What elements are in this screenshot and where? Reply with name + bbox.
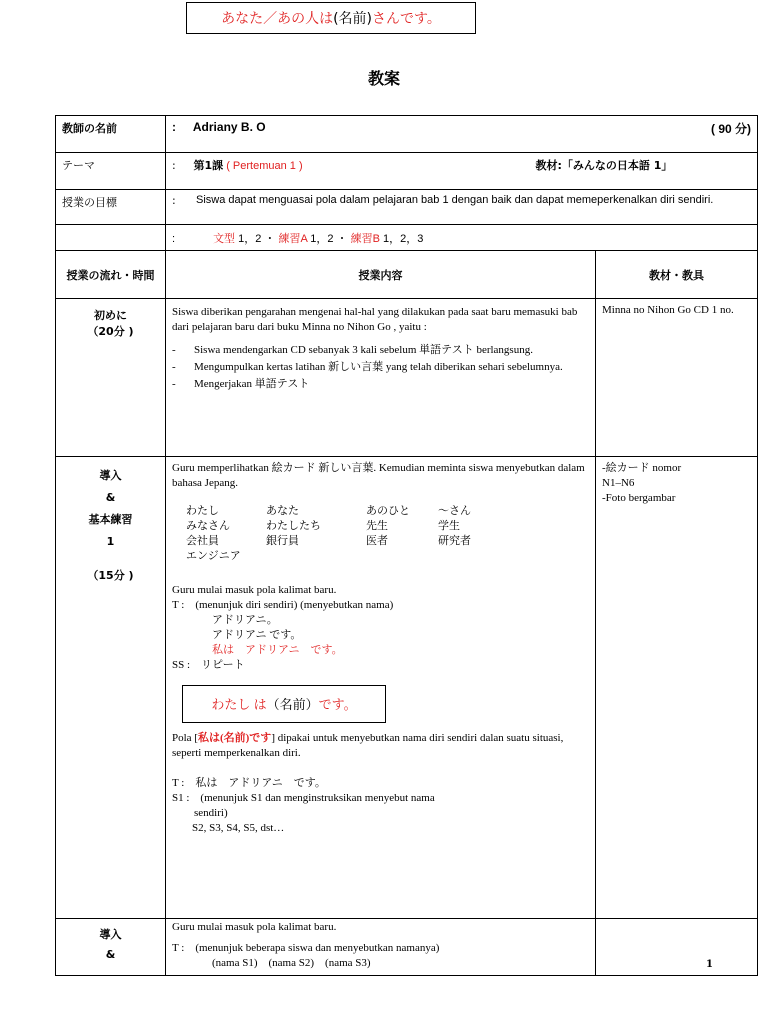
pattern-box-c: です。 (318, 696, 357, 712)
stage-opening-time: （20分 ) (87, 325, 134, 338)
bunkei-numbers: 1，2 ・ (235, 232, 279, 245)
practice-intro: Guru memperlihatkan 絵カード 新しい言葉. Kemudian meminta siswa menyebutkan dalam bahasa Jepang. (172, 462, 585, 489)
goal-colon: : (172, 194, 176, 207)
new-pattern-text: Guru mulai masuk pola kalimat baru. (172, 584, 337, 596)
materials-header: 教材・教具 (596, 251, 758, 299)
stage-time: （15分 ) (87, 569, 134, 582)
page-number: 1 (706, 959, 713, 970)
goal-label: 授業の目標 (56, 190, 166, 225)
teacher-name: Adriany B. O (192, 120, 266, 134)
opening-materials: Minna no Nihon Go CD 1 no. (596, 299, 758, 457)
teacher-line-3: アドリアニ です。 (212, 629, 302, 641)
flow-header: 授業の流れ・時間 (56, 251, 166, 299)
teacher-line: T : (menunjuk diri sendiri) (menyebutkan nama) (172, 599, 394, 611)
practice-materials-2: N1–N6 (602, 477, 635, 489)
student1-line: S1 : (menunjuk S1 dan menginstruksikan menyebut nama (172, 792, 435, 804)
teacher-colon: : (172, 120, 176, 134)
page-title: 教案 (367, 69, 400, 88)
pattern-explanation: Pola [私は(名前)です] dipakai untuk menyebutkan nama diri sendiri dalan suatu situasi, seperti memperkenalkan diri. (172, 732, 564, 759)
renshu-b-numbers: 1，2，3 (379, 232, 424, 245)
column-header-row (56, 251, 758, 299)
table-row: 会社員 銀行員 医者 研究者 (186, 534, 471, 547)
renshu-b-label: 練習B (350, 232, 380, 245)
content-header: 授業内容 (166, 251, 596, 299)
pattern-box-a: わたし は (211, 696, 267, 712)
lesson-duration: ( 90 分) (710, 122, 751, 136)
pattern-box-b: （名前） (266, 696, 319, 712)
lesson-number: 第1課 (193, 159, 224, 172)
teacher-line-5: T : 私は アドリアニ です。 (172, 777, 326, 789)
theme-row (56, 153, 758, 190)
row-opening (56, 299, 758, 457)
stage-number: 1 (106, 535, 115, 548)
stage-intro-2: 導入 (99, 928, 122, 941)
phrase-part1: あなた／あの人は (221, 11, 334, 27)
renshu-a-numbers: 1，2 ・ (307, 232, 351, 245)
opening-intro: Siswa diberikan pengarahan mengenai hal-hal yang dilakukan pada saat baru memasuki bab dari pelajaran baru dari buku Minna no Nihon Go , yaitu : (172, 306, 578, 333)
vocab-table (186, 503, 471, 563)
row-intro-practice (56, 457, 758, 919)
teacher-line-7: (nama S1) (nama S2) (nama S3) (212, 957, 371, 969)
phrase-part2: (名前) (333, 11, 373, 27)
table-row: みなさん わたしたち 先生 学生 (186, 519, 460, 532)
phrase-part3: さんです。 (372, 11, 441, 27)
row-intro-2 (56, 919, 758, 976)
list-item: - Siswa mendengarkan CD sebanyak 3 kali sebelum 単語テスト berlangsung. (172, 344, 533, 356)
meeting-number: ( Pertemuan 1 ) (223, 160, 303, 172)
teacher-line-2: アドリアニ。 (212, 614, 278, 626)
header-phrase-box (186, 2, 476, 34)
practice-materials-1: -絵カード nomor (602, 462, 682, 474)
stage-intro: 導入 (99, 469, 122, 482)
students-line: SS : リピート (172, 659, 245, 671)
teacher-line-4: 私は アドリアニ です。 (212, 644, 343, 656)
lesson-plan-table (55, 115, 758, 976)
theme-label: テーマ (56, 153, 166, 190)
goal-text: Siswa dapat menguasai pola dalam pelajaran bab 1 dengan baik dan dapat memeperkenalkan diri sendiri. (196, 194, 714, 206)
stage-practice: 基本練習 (88, 513, 133, 526)
stage-opening: 初めに (94, 309, 127, 322)
list-item: - Mengerjakan 単語テスト (172, 378, 310, 390)
textbook-name: 教材:「みんなの日本語 1」 (535, 159, 673, 172)
teacher-row (56, 116, 758, 153)
student1-line-b: sendiri) (194, 807, 228, 819)
practice-materials-3: -Foto bergambar (602, 492, 676, 504)
teacher-line-6: T : (menunjuk beberapa siswa dan menyebutkan namanya) (172, 942, 440, 954)
pattern-box (182, 685, 386, 723)
bunkei-label: 文型 (213, 232, 236, 245)
goal-row (56, 190, 758, 225)
table-row: わたし あなた あのひと ～さん (186, 504, 471, 517)
table-row: エンジニア (186, 549, 241, 562)
renshu-a-label: 練習A (278, 232, 308, 245)
list-item: - Mengumpulkan kertas latihan 新しい言葉 yang telah diberikan sehari sebelumnya. (172, 361, 563, 373)
stage-amp-2: & (105, 948, 116, 961)
stage-amp: & (105, 491, 116, 504)
students-rest-line: S2, S3, S4, S5, dst… (192, 822, 285, 834)
patterns-row (56, 225, 758, 251)
teacher-label: 教師の名前 (56, 116, 166, 153)
new-pattern-text-2: Guru mulai masuk pola kalimat baru. (172, 921, 337, 933)
theme-colon: : (172, 159, 176, 172)
patterns-colon: : (172, 232, 176, 245)
